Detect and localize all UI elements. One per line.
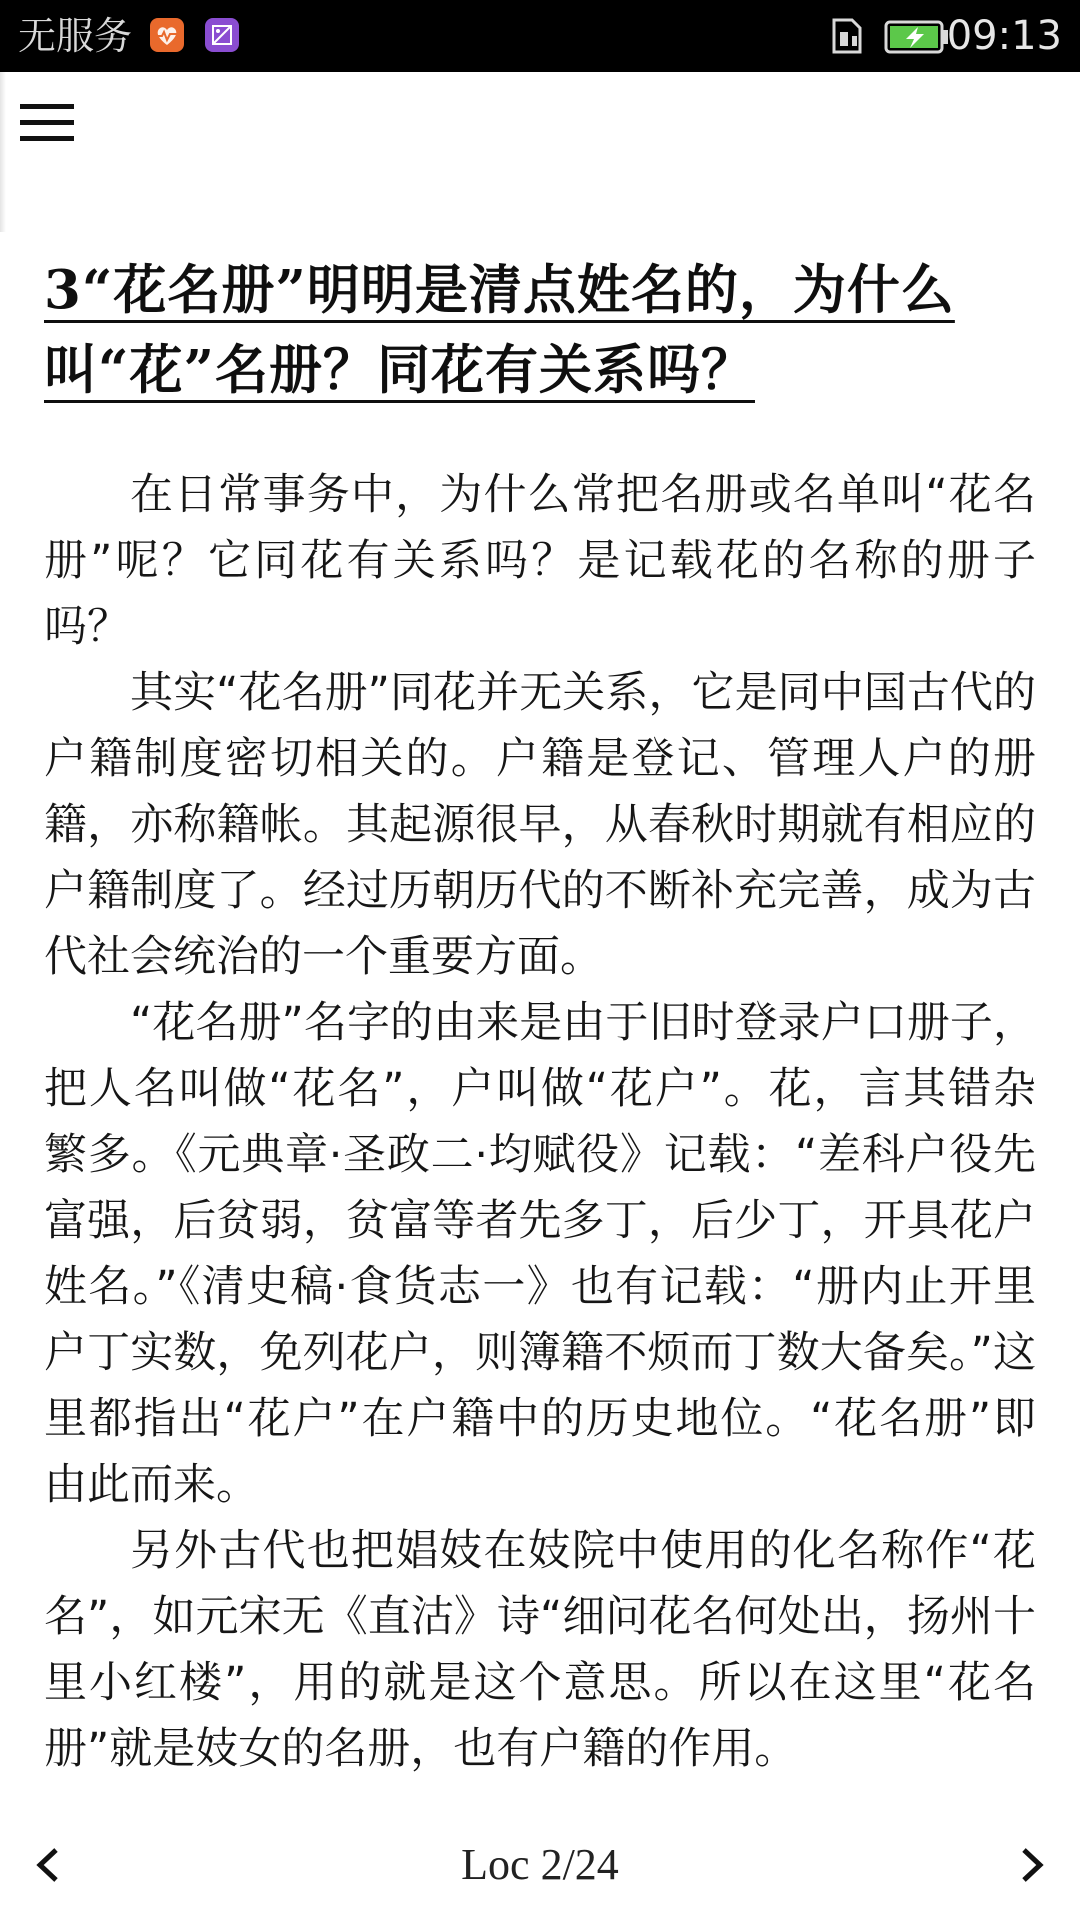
paragraph: 在日常事务中，为什么常把名册或名单叫“花名册”呢？它同花有关系吗？是记载花的名称的册子吗？: [44, 470, 1036, 652]
status-bar: [0, 0, 1080, 72]
reader-footer: [0, 1830, 1080, 1900]
article-body: [44, 462, 1036, 1782]
paragraph: 其实“花名册”同花并无关系，它是同中国古代的户籍制度密切相关的。户籍是登记、管理人户的册籍，亦称籍帐。其起源很早，从春秋时期就有相应的户籍制度了。经过历朝历代的不断补充完善，成为古代社会统治的一个重要方面。: [44, 668, 1036, 982]
drawer-edge-shadow: [0, 72, 6, 232]
sim-card-icon: [828, 16, 868, 60]
paragraph: “花名册”名字的由来是由于旧时登录户口册子，把人名叫做“花名”，户叫做“花户”。花，言其错杂繁多。《元典章·圣政二·均赋役》记载：“差科户役先富强，后贫弱，贫富等者先多丁，后少丁，开具花户姓名。”《清史稿·食货志一》也有记载：“册内止开里户丁实数，免列花户，则簿籍不烦而丁数大备矣。”这里都指出“花户”在户籍中的历史地位。“花名册”即由此而来。: [44, 998, 1036, 1510]
location-indicator: Loc 2/24: [461, 1840, 619, 1889]
status-time: 09:13: [946, 13, 1062, 59]
gallery-app-icon: [205, 18, 239, 52]
carrier-label: 无服务: [18, 14, 133, 58]
paragraph: 另外古代也把娼妓在妓院中使用的化名称作“花名”，如元宋无《直沽》诗“细问花名何处出，扬州十里小红楼”，用的就是这个意思。所以在这里“花名册”就是妓女的名册，也有户籍的作用。: [44, 1526, 1036, 1774]
health-app-icon: [150, 18, 184, 52]
chevron-right-icon[interactable]: [1006, 1840, 1056, 1890]
battery-charging-icon: [884, 20, 950, 58]
chapter-title: 3“花名册”明明是清点姓名的，为什么叫“花”名册？同花有关系吗？: [44, 259, 955, 401]
hamburger-menu-icon[interactable]: [18, 100, 76, 146]
article: [44, 250, 1036, 1782]
